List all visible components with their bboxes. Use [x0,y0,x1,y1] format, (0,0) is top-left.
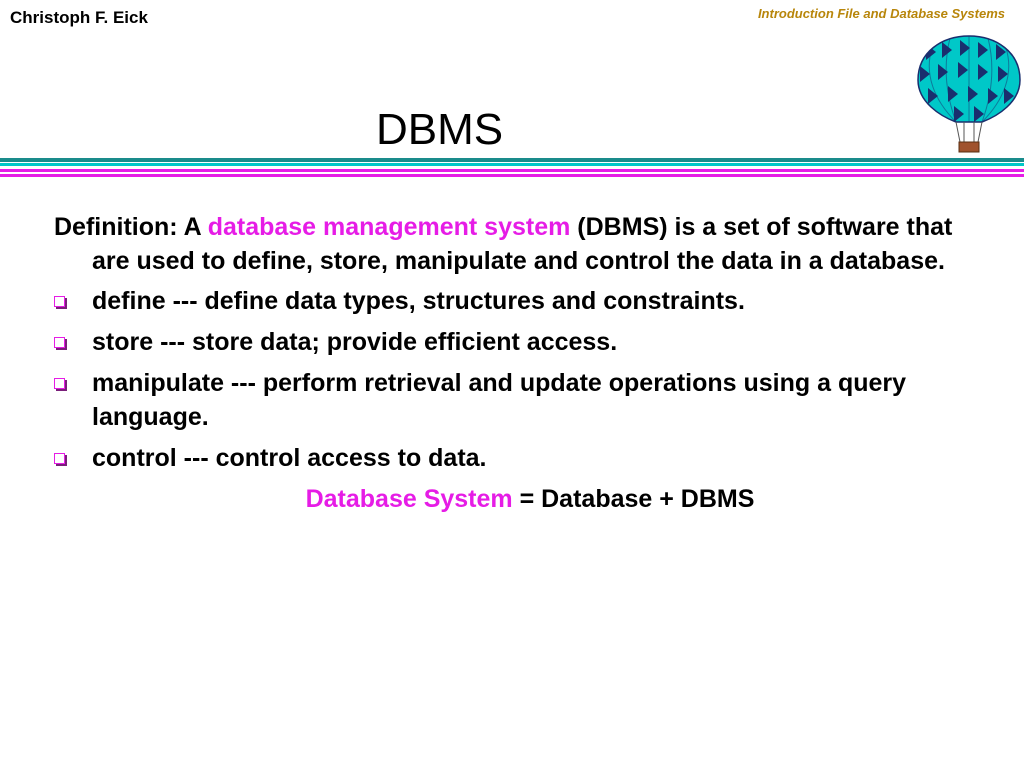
bullet-text: store --- store data; provide efficient access. [92,328,618,356]
formula-term: Database System [305,485,513,513]
formula-line [54,482,994,516]
definition-prefix: Definition: A [54,213,208,241]
formula-rest: = Database + DBMS [512,485,755,513]
author-name: Christoph F. Eick [10,8,148,27]
list-item [54,284,994,318]
slide-title: DBMS [376,105,504,154]
list-item [54,366,994,434]
hollow-square-bullet-icon [54,453,65,464]
definition-rest: (DBMS) is a set of software that are used to define, store, manipulate and control the data in a database. [92,213,953,275]
bullet-text: define --- define data types, structures and constraints. [92,287,745,315]
hollow-square-bullet-icon [54,296,65,307]
hollow-square-bullet-icon [54,337,65,348]
list-item [54,441,994,475]
hollow-square-bullet-icon [54,378,65,389]
definition-paragraph [54,210,994,278]
list-item [54,325,994,359]
bullet-text: manipulate --- perform retrieval and update operations using a query language. [92,369,907,431]
slide-body [54,210,994,516]
course-title: Introduction File and Database Systems [757,6,1005,21]
hot-air-balloon-icon [912,30,1024,158]
bullet-text: control --- control access to data. [92,444,487,472]
bullet-list [54,284,994,475]
definition-term: database management system [207,213,571,241]
title-divider [0,158,1024,180]
